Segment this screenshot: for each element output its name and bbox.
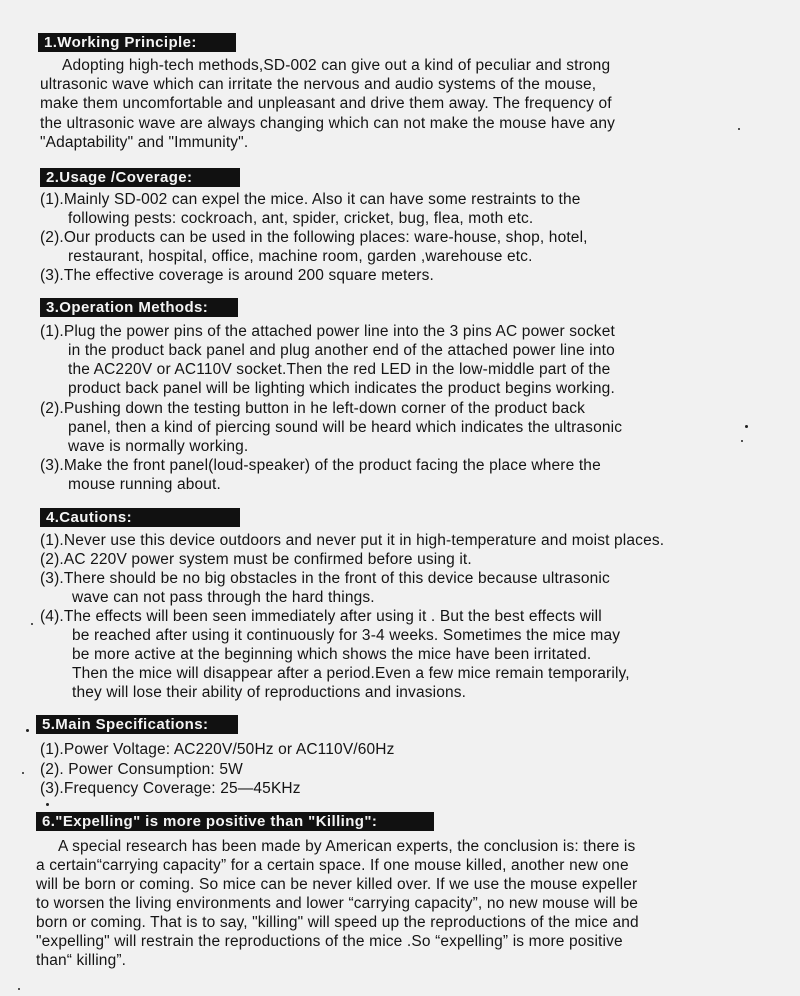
list-item-line: following pests: cockroach, ant, spider, cricket, bug, flea, moth etc. [68, 210, 534, 227]
body-line: ultrasonic wave which can irritate the nervous and audio systems of the mouse, [40, 76, 597, 93]
section-heading: 1.Working Principle: [38, 33, 236, 52]
list-item-line: wave is normally working. [68, 438, 249, 455]
paper-speck [18, 988, 20, 990]
list-item-line: restaurant, hospital, office, machine room, garden ,warehouse etc. [68, 248, 533, 265]
paper-speck [738, 128, 740, 130]
list-item-line: (2).Pushing down the testing button in he left-down corner of the product back [40, 400, 586, 417]
list-item-line: (3).The effective coverage is around 200 square meters. [40, 267, 434, 284]
body-line: will be born or coming. So mice can be never killed over. If we use the mouse expeller [36, 876, 638, 893]
section-heading: 5.Main Specifications: [36, 715, 238, 734]
body-line: a certain“carrying capacity” for a certain space. If one mouse killed, another new one [36, 857, 629, 874]
list-item-line: (3).Make the front panel(loud-speaker) of the product facing the place where the [40, 457, 601, 474]
list-item-line: they will lose their ability of reproductions and invasions. [72, 684, 467, 701]
section-heading: 2.Usage /Coverage: [40, 168, 240, 187]
spec-line: (2). Power Consumption: 5W [40, 761, 243, 778]
list-item-line: panel, then a kind of piercing sound will be heard which indicates the ultrasonic [68, 419, 623, 436]
spec-line: (3).Frequency Coverage: 25—45KHz [40, 780, 301, 797]
paper-speck [46, 803, 49, 806]
body-line: than“ killing”. [36, 952, 127, 969]
paper-speck [745, 425, 748, 428]
section-heading: 4.Cautions: [40, 508, 240, 527]
list-item-line: in the product back panel and plug another end of the attached power line into [68, 342, 615, 359]
body-line: "Adaptability" and "Immunity". [40, 134, 249, 151]
list-item-line: be reached after using it continuously for 3-4 weeks. Sometimes the mice may [72, 627, 621, 644]
list-item-line: Then the mice will disappear after a period.Even a few mice remain temporarily, [72, 665, 630, 682]
list-item-line: wave can not pass through the hard things. [72, 589, 375, 606]
list-item-line: (1).Never use this device outdoors and never put it in high-temperature and moist places. [40, 532, 665, 549]
list-item-line: (1).Mainly SD-002 can expel the mice. Also it can have some restraints to the [40, 191, 581, 208]
list-item-line: (2).AC 220V power system must be confirmed before using it. [40, 551, 472, 568]
list-item-line: mouse running about. [68, 476, 221, 493]
paper-speck [31, 623, 33, 625]
paper-speck [26, 729, 29, 732]
body-line: the ultrasonic wave are always changing which can not make the mouse have any [40, 115, 616, 132]
spec-line: (1).Power Voltage: AC220V/50Hz or AC110V/60Hz [40, 741, 395, 758]
list-item-line: (2).Our products can be used in the following places: ware-house, shop, hotel, [40, 229, 588, 246]
section-heading: 6."Expelling" is more positive than "Killing": [36, 812, 434, 831]
paper-speck [741, 440, 743, 442]
list-item-line: (1).Plug the power pins of the attached power line into the 3 pins AC power socket [40, 323, 615, 340]
paper-speck [22, 772, 24, 774]
body-line: Adopting high-tech methods,SD-002 can give out a kind of peculiar and strong [62, 57, 611, 74]
list-item-line: (4).The effects will been seen immediately after using it . But the best effects will [40, 608, 602, 625]
list-item-line: be more active at the beginning which shows the mice have been irritated. [72, 646, 592, 663]
body-line: born or coming. That is to say, "killing" will speed up the reproductions of the mice and [36, 914, 639, 931]
list-item-line: the AC220V or AC110V socket.Then the red LED in the low-middle part of the [68, 361, 611, 378]
list-item-line: (3).There should be no big obstacles in the front of this device because ultrasonic [40, 570, 610, 587]
section-heading: 3.Operation Methods: [40, 298, 238, 317]
body-line: "expelling" will restrain the reproductions of the mice .So “expelling” is more positive [36, 933, 623, 950]
body-line: make them uncomfortable and unpleasant and drive them away. The frequency of [40, 95, 612, 112]
list-item-line: product back panel will be lighting which indicates the product begins working. [68, 380, 615, 397]
body-line: A special research has been made by American experts, the conclusion is: there is [58, 838, 636, 855]
body-line: to worsen the living environments and lower “carrying capacity”, no new mouse will be [36, 895, 639, 912]
